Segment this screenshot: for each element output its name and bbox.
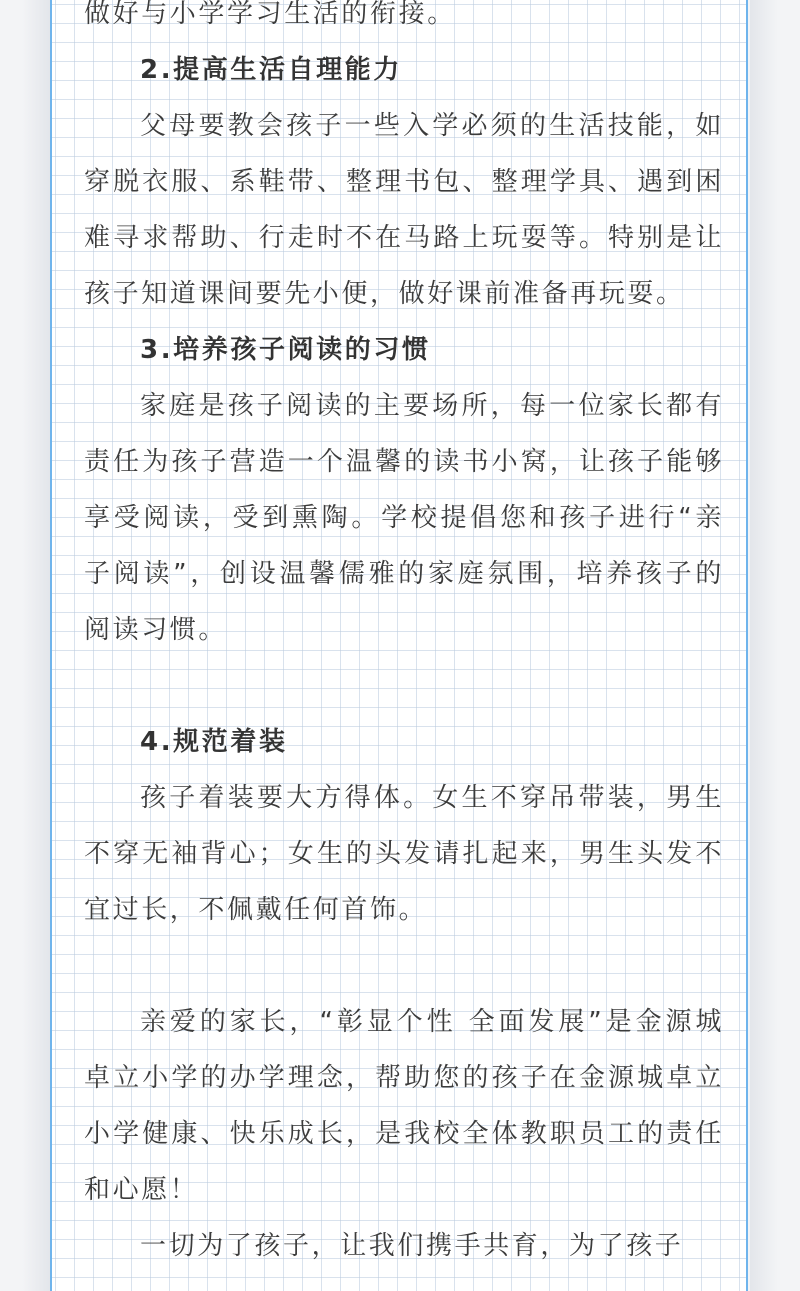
last-paragraph-partial: 一切为了孩子，让我们携手共育，为了孩子 xyxy=(140,1231,684,1261)
article-body xyxy=(84,0,724,1274)
section-3-heading: 3.培养孩子阅读的习惯 xyxy=(140,335,431,365)
section-4-heading: 4.规范着装 xyxy=(140,727,288,757)
intro-tail-paragraph: 做好与小学学习生活的衔接。 xyxy=(84,0,456,29)
right-shadow xyxy=(750,0,778,1291)
spacer xyxy=(84,938,724,994)
spacer xyxy=(84,658,724,714)
section-2-paragraph: 父母要教会孩子一些入学必须的生活技能，如穿脱衣服、系鞋带、整理书包、整理学具、遇到困难寻求帮助、行走时不在马路上玩耍等。特别是让孩子知道课间要先小便，做好课前准备再玩耍。 xyxy=(84,111,724,309)
section-4-paragraph: 孩子着装要大方得体。女生不穿吊带装，男生不穿无袖背心；女生的头发请扎起来，男生头发不宜过长，不佩戴任何首饰。 xyxy=(84,783,724,925)
section-3-paragraph: 家庭是孩子阅读的主要场所，每一位家长都有责任为孩子营造一个温馨的读书小窝，让孩子能够享受阅读，受到熏陶。学校提倡您和孩子进行“亲子阅读”，创设温馨儒雅的家庭氛围，培养孩子的阅读习惯。 xyxy=(84,391,724,645)
section-2-heading: 2.提高生活自理能力 xyxy=(140,55,402,85)
closing-paragraph: 亲爱的家长，“彰显个性 全面发展”是金源城卓立小学的办学理念，帮助您的孩子在金源城卓立小学健康、快乐成长，是我校全体教职员工的责任和心愿！ xyxy=(84,1007,724,1205)
left-shadow xyxy=(22,0,50,1291)
